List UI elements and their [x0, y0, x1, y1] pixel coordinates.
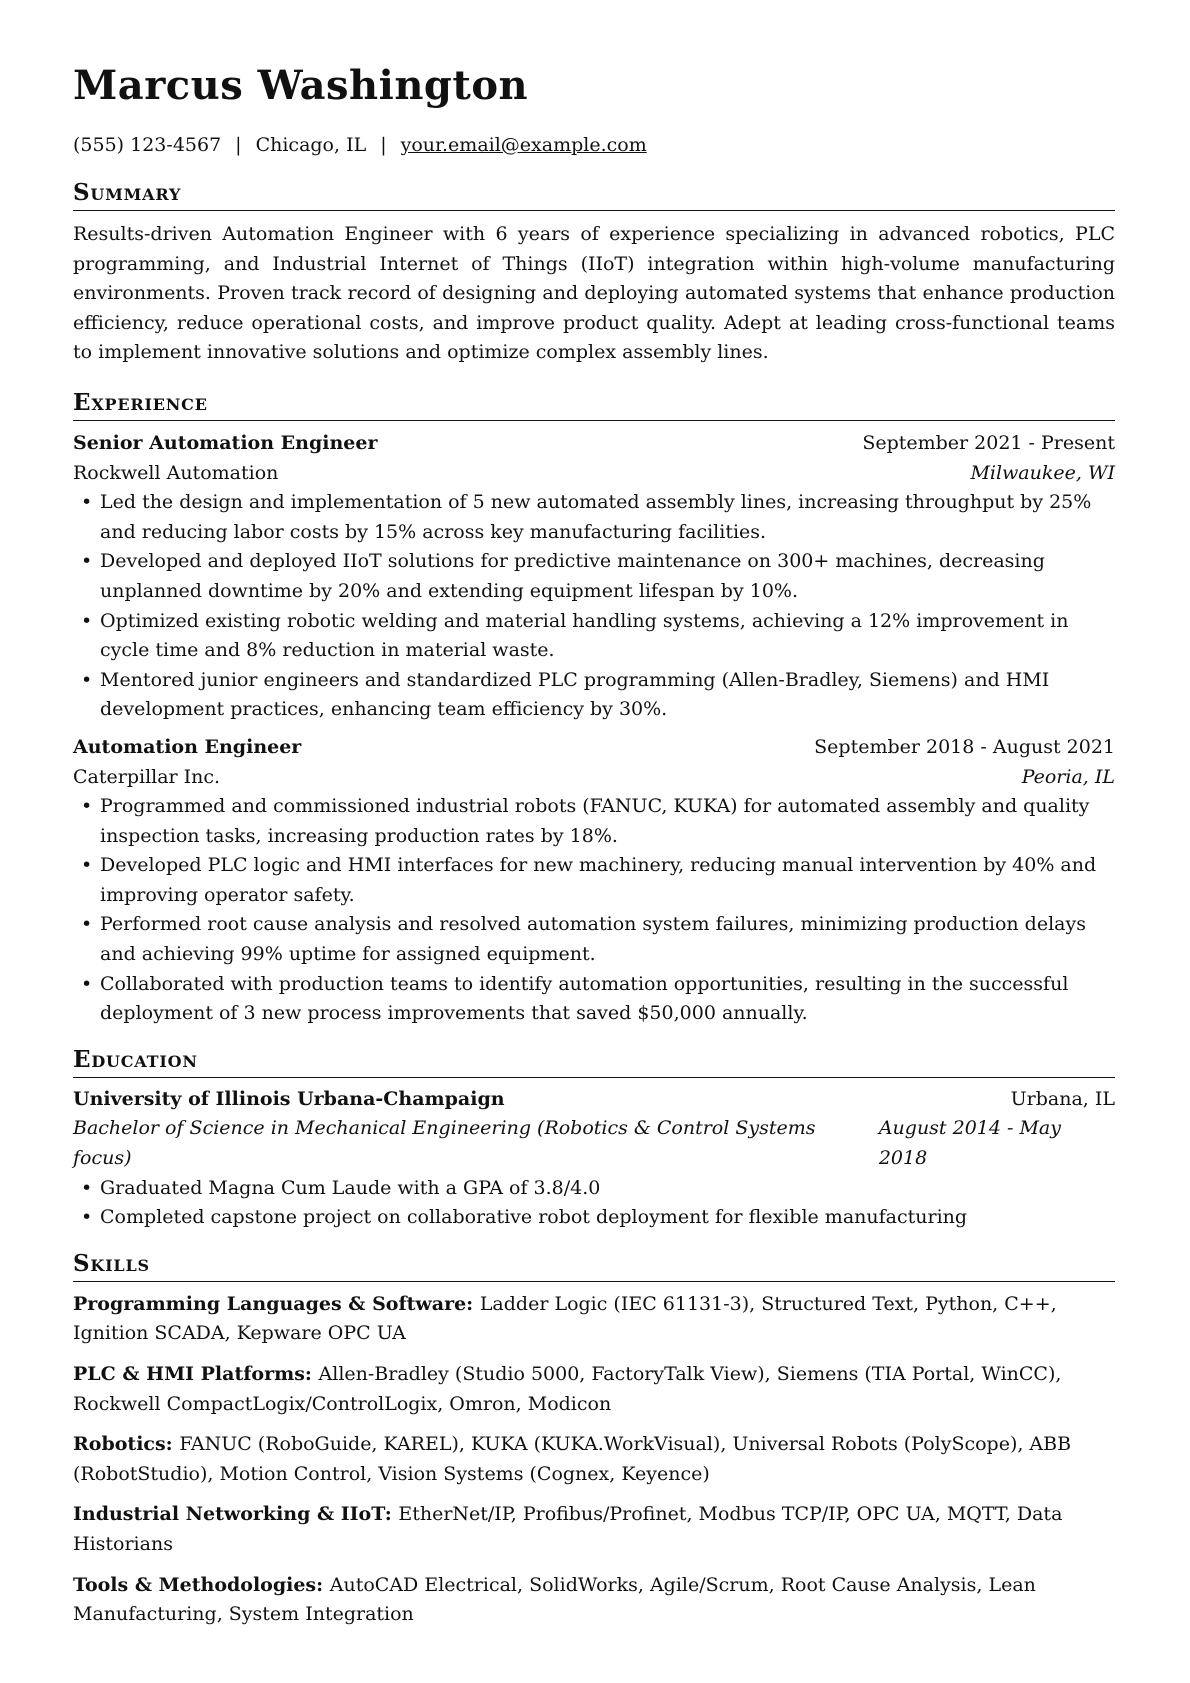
skill-value: AutoCAD Electrical, SolidWorks, Agile/Scrum, Root Cause Analysis, Lean Manufacturing, System Integration — [73, 1573, 1036, 1626]
experience-entry — [73, 429, 1115, 725]
list-item — [73, 910, 1115, 969]
bullet-icon: • — [81, 491, 93, 514]
bullet-text: Led the design and implementation of 5 new automated assembly lines, increasing throughput by 25% and reducing labor costs by 15% across key manufacturing facilities. — [100, 491, 1092, 543]
company-name: Rockwell Automation — [73, 461, 279, 484]
bullet-text: Developed and deployed IIoT solutions for predictive maintenance on 300+ machines, decreasing unplanned downtime by 20% and extending equipment lifespan by 10%. — [100, 550, 1045, 602]
skill-label: Tools & Methodologies: — [73, 1573, 330, 1596]
job-dates: September 2021 - Present — [862, 431, 1115, 454]
bullet-icon: • — [81, 1176, 93, 1199]
education-heading: Education — [73, 1048, 1115, 1078]
skill-value: FANUC (RoboGuide, KAREL), KUKA (KUKA.WorkVisual), Universal Robots (PolyScope), ABB (RobotStudio), Motion Control, Vision Systems (Cognex, Keyence) — [73, 1433, 1072, 1485]
list-item — [73, 547, 1115, 606]
skill-row — [73, 1571, 1115, 1630]
skill-row — [73, 1360, 1115, 1419]
bullet-text: Completed capstone project on collaborative robot deployment for flexible manufacturing — [100, 1206, 968, 1229]
list-item — [73, 488, 1115, 547]
bullet-icon: • — [81, 668, 93, 691]
bullet-icon: • — [81, 550, 93, 573]
candidate-name: Marcus Washington — [73, 62, 529, 109]
school-name: University of Illinois Urbana-Champaign — [73, 1087, 505, 1110]
skill-row — [73, 1430, 1115, 1489]
list-item — [73, 792, 1115, 851]
bullet-text: Performed root cause analysis and resolved automation system failures, minimizing production delays and achieving 99% uptime for assigned equipment. — [100, 913, 1086, 966]
skill-row — [73, 1290, 1115, 1349]
bullet-text: Developed PLC logic and HMI interfaces for new machinery, reducing manual intervention by 40% and improving operator safety. — [100, 854, 1097, 906]
education-entry — [73, 1085, 1115, 1233]
location-text: Chicago, IL — [255, 134, 367, 156]
job-title: Senior Automation Engineer — [73, 431, 378, 454]
skill-label: Programming Languages & Software: — [73, 1292, 480, 1315]
summary-text: Results-driven Automation Engineer with 6 years of experience specializing in advanced robotics, PLC programming, and Industrial Internet of Things (IIoT) integration within high-volume manufacturing environments. Proven track record of designing and deploying automated systems that enhance production efficiency, reduce operational costs, and improve product quality. Adept at leading cross-functional teams to implement innovative solutions and optimize complex assembly lines. — [73, 223, 1115, 364]
school-location: Urbana, IL — [1010, 1087, 1115, 1110]
skill-value: EtherNet/IP, Profibus/Profinet, Modbus TCP/IP, OPC UA, MQTT, Data Historians — [73, 1503, 1063, 1555]
skill-label: PLC & HMI Platforms: — [73, 1363, 319, 1385]
degree-dates: August 2014 - May 2018 — [878, 1117, 1061, 1170]
job-bullets — [73, 792, 1115, 1029]
list-item — [73, 851, 1115, 910]
bullet-icon: • — [81, 609, 93, 632]
list-item — [73, 666, 1115, 725]
skills-list — [73, 1290, 1115, 1630]
bullet-icon: • — [81, 795, 93, 818]
experience-heading: Experience — [73, 391, 1115, 421]
skills-heading: Skills — [73, 1252, 1115, 1282]
job-dates: September 2018 - August 2021 — [814, 735, 1115, 758]
bullet-icon: • — [81, 972, 93, 995]
bullet-text: Collaborated with production teams to identify automation opportunities, resulting in the successful deployment of 3 new process improvements that saved $50,000 annually. — [100, 972, 1069, 1025]
bullet-icon: • — [81, 913, 93, 936]
list-item — [73, 1203, 1115, 1233]
job-bullets — [73, 488, 1115, 725]
contact-separator: | — [235, 134, 242, 156]
skill-value: Allen-Bradley (Studio 5000, FactoryTalk View), Siemens (TIA Portal, WinCC), Rockwell CompactLogix/ControlLogix, Omron, Modicon — [73, 1363, 1062, 1415]
education-bullets — [73, 1174, 1115, 1233]
list-item — [73, 970, 1115, 1029]
degree-name: Bachelor of Science in Mechanical Engineering (Robotics & Control Systems focus) — [73, 1117, 816, 1170]
contact-separator: | — [380, 134, 387, 156]
summary-heading: Summary — [73, 181, 1115, 211]
bullet-text: Optimized existing robotic welding and material handling systems, achieving a 12% improvement in cycle time and 8% reduction in material waste. — [100, 609, 1069, 662]
skill-row — [73, 1500, 1115, 1559]
email-link[interactable]: your.email@example.com — [400, 134, 647, 156]
bullet-text: Programmed and commissioned industrial robots (FANUC, KUKA) for automated assembly and quality inspection tasks, increasing production rates by 18%. — [100, 795, 1090, 847]
bullet-icon: • — [81, 1206, 93, 1229]
experience-entry — [73, 733, 1115, 1029]
job-location: Milwaukee, WI — [970, 461, 1115, 484]
company-name: Caterpillar Inc. — [73, 765, 221, 788]
skill-label: Robotics: — [73, 1433, 180, 1456]
skill-value: Ladder Logic (IEC 61131-3), Structured Text, Python, C++, Ignition SCADA, Kepware OPC UA — [73, 1292, 1057, 1345]
bullet-icon: • — [81, 854, 93, 877]
job-title: Automation Engineer — [73, 735, 302, 758]
bullet-text: Graduated Magna Cum Laude with a GPA of 3.8/4.0 — [100, 1176, 601, 1199]
job-location: Peoria, IL — [1021, 765, 1115, 788]
contact-line — [73, 136, 1115, 155]
bullet-text: Mentored junior engineers and standardized PLC programming (Allen-Bradley, Siemens) and HMI development practices, enhancing team efficiency by 30%. — [100, 668, 1050, 721]
list-item — [73, 607, 1115, 666]
list-item — [73, 1174, 1115, 1204]
phone-number: (555) 123-4567 — [73, 134, 222, 156]
skill-label: Industrial Networking & IIoT: — [73, 1503, 399, 1526]
